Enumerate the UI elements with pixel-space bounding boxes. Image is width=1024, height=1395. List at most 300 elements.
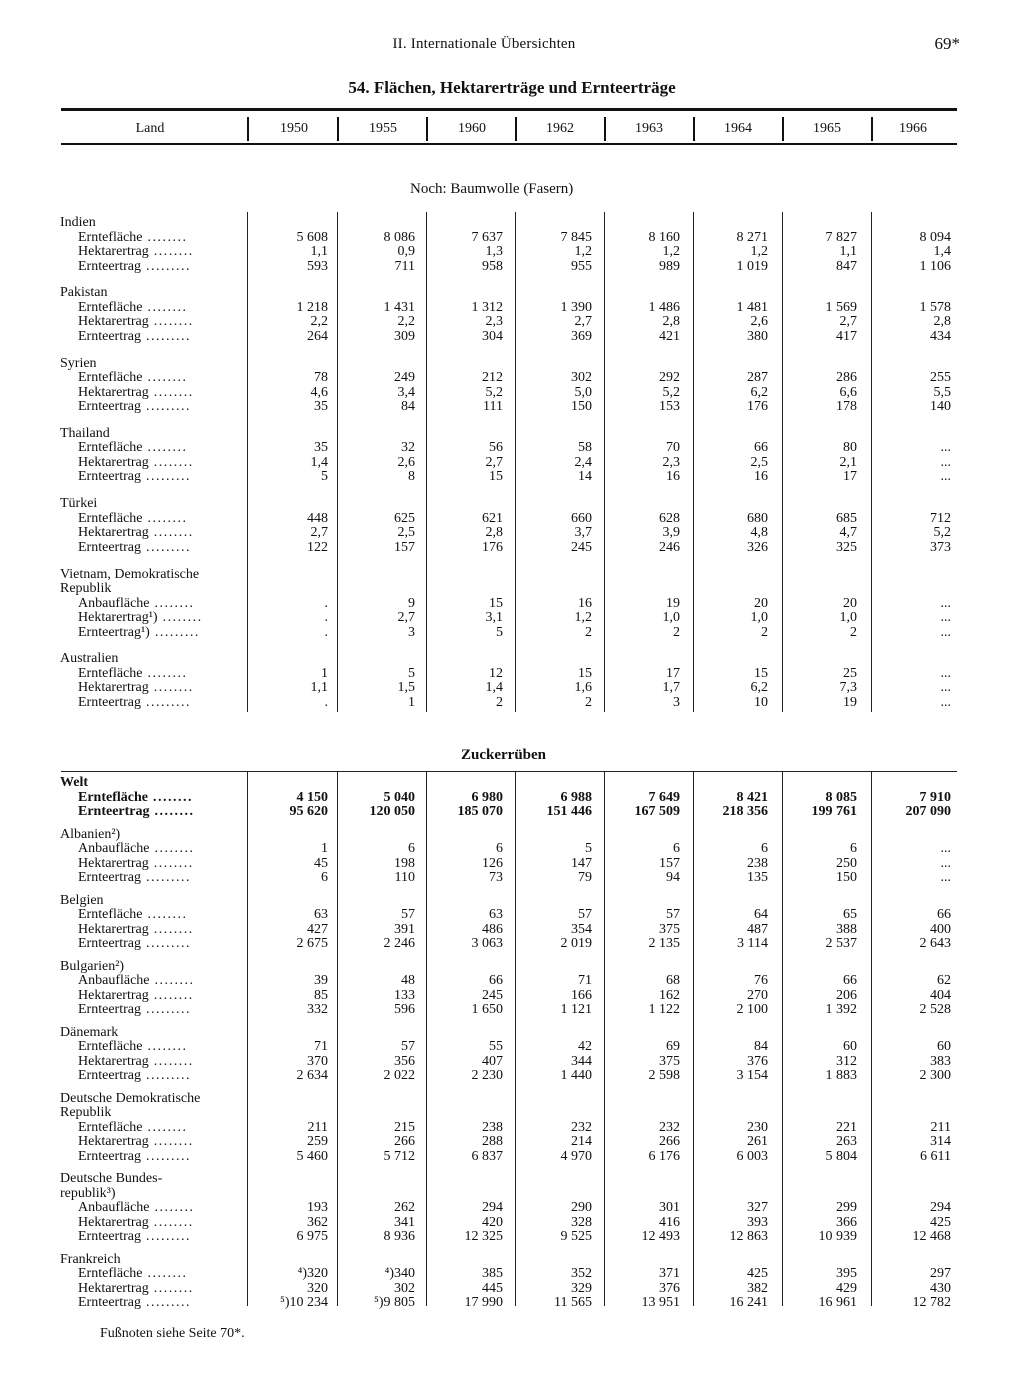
value-cell: 1,2 — [750, 244, 768, 259]
leader-dots: ........ — [142, 229, 188, 245]
value-cell: 416 — [659, 1214, 680, 1230]
value-cell: 2,5 — [750, 454, 768, 470]
leader-dots: ........ — [147, 789, 193, 805]
value-cell: 56 — [489, 440, 503, 456]
value-cell: 20 — [754, 595, 768, 611]
value-cell: 14 — [578, 469, 592, 485]
leader-dots: ......... — [140, 1295, 191, 1310]
row-label — [60, 231, 194, 246]
country-name: Dänemark — [60, 1024, 119, 1040]
row-label-text: Ernteertrag — [78, 328, 141, 344]
value-cell: . — [324, 595, 328, 611]
value-cell: 17 990 — [464, 1295, 503, 1310]
value-cell: 373 — [930, 539, 951, 555]
value-cell: 299 — [836, 1200, 857, 1215]
country-group — [60, 652, 194, 710]
value-cell: 286 — [836, 370, 857, 386]
value-cell: ... — [940, 469, 951, 485]
value-cell: 7 845 — [560, 229, 592, 245]
value-cell: 430 — [930, 1280, 951, 1296]
value-cell: 1 431 — [383, 299, 415, 315]
value-cell: 1 650 — [471, 1002, 503, 1017]
value-cell: 1 392 — [825, 1002, 857, 1017]
column-header-year: 1963 — [635, 121, 663, 136]
country-name: Republik — [60, 581, 112, 596]
value-cell: 376 — [747, 1053, 768, 1069]
value-cell: 1 440 — [560, 1068, 592, 1083]
value-cell: 212 — [482, 370, 503, 386]
value-cell: 628 — [659, 510, 680, 526]
country-group — [60, 1253, 194, 1311]
value-cell: 80 — [843, 440, 857, 456]
value-cell: 250 — [836, 855, 857, 871]
country-name: Australien — [60, 651, 119, 667]
country-name: Republik — [60, 1105, 112, 1120]
value-cell: 366 — [836, 1214, 857, 1230]
value-cell: 1 — [321, 665, 328, 681]
value-cell: 68 — [666, 973, 680, 988]
value-cell: 1,2 — [662, 244, 680, 259]
value-cell: 391 — [394, 921, 415, 937]
value-cell: 255 — [930, 370, 951, 386]
row-label — [60, 1069, 194, 1084]
value-cell: 2,2 — [397, 314, 415, 330]
leader-dots: ........ — [149, 804, 195, 819]
value-cell: 1 883 — [825, 1068, 857, 1083]
leader-dots: ........ — [148, 1053, 194, 1069]
value-cell: ⁴)320 — [297, 1266, 328, 1281]
value-cell: 15 — [578, 665, 592, 681]
value-cell: 95 620 — [289, 804, 328, 819]
leader-dots: ........ — [149, 1200, 195, 1215]
value-cell: 3 114 — [737, 936, 768, 951]
column-separator — [247, 117, 249, 141]
value-cell: 16 — [666, 469, 680, 485]
value-cell: 328 — [571, 1214, 592, 1230]
leader-dots: ........ — [142, 510, 188, 526]
value-cell: 62 — [937, 973, 951, 988]
value-cell: ⁵)10 234 — [279, 1295, 328, 1310]
value-cell: 8 160 — [648, 229, 680, 245]
leader-dots: ......... — [140, 870, 191, 885]
value-cell: 596 — [394, 1002, 415, 1017]
value-cell: 362 — [307, 1214, 328, 1230]
value-cell: 84 — [401, 399, 415, 415]
value-cell: 221 — [836, 1119, 857, 1135]
value-cell: 16 — [578, 595, 592, 611]
row-label-text: Hektarertrag — [78, 314, 149, 330]
row-label — [60, 245, 194, 260]
column-separator — [515, 117, 517, 141]
value-cell: 8 086 — [383, 229, 415, 245]
value-cell: 7,3 — [839, 680, 857, 696]
value-cell: 12 493 — [641, 1229, 680, 1244]
country-name: Deutsche Bundes- — [60, 1171, 163, 1186]
value-cell: 2 — [673, 624, 680, 640]
value-cell: 370 — [307, 1053, 328, 1069]
value-cell: 214 — [571, 1134, 592, 1149]
row-label-text: Erntefläche — [78, 370, 143, 386]
value-cell: 417 — [836, 328, 857, 344]
top-rule — [61, 108, 957, 111]
value-cell: 39 — [314, 973, 328, 988]
country-name: Indien — [60, 215, 96, 230]
value-cell: 1 578 — [919, 299, 951, 315]
value-cell: 383 — [930, 1053, 951, 1069]
value-cell: 6 975 — [296, 1229, 328, 1244]
value-cell: 12 325 — [464, 1229, 503, 1244]
value-cell: 329 — [571, 1280, 592, 1296]
value-cell: 5,5 — [933, 384, 951, 400]
value-cell: 711 — [394, 258, 415, 274]
value-cell: 78 — [314, 370, 328, 386]
row-label — [60, 1282, 194, 1297]
row-label-text: Ernteertrag¹) — [78, 624, 150, 640]
value-cell: 2 019 — [560, 936, 592, 951]
value-cell: 71 — [314, 1039, 328, 1054]
value-cell: 120 050 — [369, 804, 415, 819]
value-cell: 238 — [482, 1119, 503, 1135]
value-cell: 304 — [482, 328, 503, 344]
value-cell: 1,1 — [310, 244, 328, 259]
row-label-text: Hektarertrag — [78, 921, 149, 937]
row-label — [60, 541, 194, 556]
value-cell: 12 — [489, 665, 503, 681]
leader-dots: ........ — [148, 384, 194, 400]
value-cell: 110 — [394, 870, 415, 885]
row-label-text: Hektarertrag — [78, 1134, 149, 1149]
column-separator — [337, 117, 339, 141]
value-cell: 1,7 — [662, 680, 680, 696]
value-cell: 5 608 — [296, 229, 328, 245]
leader-dots: ........ — [142, 1119, 188, 1135]
value-cell: 35 — [314, 440, 328, 456]
country-group — [60, 427, 194, 485]
row-label-text: Erntefläche — [78, 440, 143, 456]
country-name: Albanien²) — [60, 826, 121, 842]
value-cell: 3 — [408, 624, 415, 640]
value-cell: 2,3 — [662, 454, 680, 470]
value-cell: 198 — [394, 855, 415, 871]
row-label — [60, 371, 194, 386]
value-cell: 448 — [307, 510, 328, 526]
value-cell: 215 — [394, 1119, 415, 1135]
value-cell: 65 — [843, 907, 857, 922]
value-cell: 79 — [578, 870, 592, 885]
value-cell: 218 356 — [722, 804, 768, 819]
row-label — [60, 937, 194, 952]
value-cell: ... — [940, 694, 951, 710]
value-cell: 5 460 — [296, 1148, 328, 1164]
value-cell: 8 085 — [825, 789, 857, 805]
value-cell: 297 — [930, 1266, 951, 1281]
value-cell: 85 — [314, 987, 328, 1003]
value-cell: 19 — [843, 694, 857, 710]
leader-dots: ......... — [140, 1148, 191, 1164]
value-cell: 2,8 — [662, 314, 680, 330]
value-cell: 6 — [850, 841, 857, 856]
row-label-text: Anbaufläche — [78, 595, 150, 611]
value-cell: 2 — [585, 624, 592, 640]
value-cell: ... — [940, 610, 951, 625]
value-cell: 57 — [666, 907, 680, 922]
value-cell: 6 003 — [736, 1148, 768, 1164]
row-label-text: Anbaufläche — [78, 841, 150, 856]
value-cell: 245 — [571, 539, 592, 555]
value-cell: 287 — [747, 370, 768, 386]
row-label — [60, 386, 194, 401]
value-cell: 486 — [482, 921, 503, 937]
country-name: Belgien — [60, 892, 104, 908]
country-name: Thailand — [60, 425, 110, 441]
value-cell: 375 — [659, 921, 680, 937]
value-cell: 407 — [482, 1053, 503, 1069]
row-label — [60, 512, 194, 527]
row-label-text: Hektarertrag — [78, 680, 149, 696]
table-title: 54. Flächen, Hektarerträge und Ernteerträge — [348, 78, 676, 97]
value-cell: 5 040 — [383, 789, 415, 805]
value-cell: 369 — [571, 328, 592, 344]
value-cell: 15 — [489, 595, 503, 611]
value-cell: 17 — [666, 665, 680, 681]
value-cell: 2 — [585, 694, 592, 710]
value-cell: 3,9 — [662, 525, 680, 541]
leader-dots: ......... — [140, 328, 191, 344]
value-cell: 60 — [937, 1039, 951, 1054]
value-cell: 1,5 — [397, 680, 415, 696]
value-cell: 371 — [659, 1266, 680, 1281]
row-label — [60, 805, 195, 820]
row-label-text: Ernteertrag — [78, 1229, 141, 1244]
value-cell: 9 525 — [560, 1229, 592, 1244]
value-cell: 270 — [747, 987, 768, 1003]
row-label — [60, 626, 203, 641]
value-cell: 2,7 — [574, 314, 592, 330]
row-label-text: Ernteertrag — [78, 936, 141, 951]
value-cell: 3,4 — [397, 384, 415, 400]
value-cell: 185 070 — [457, 804, 503, 819]
leader-dots: ......... — [140, 399, 191, 415]
value-cell: 57 — [401, 907, 415, 922]
country-group — [60, 1026, 194, 1084]
country-group — [60, 568, 203, 641]
value-cell: 13 951 — [641, 1295, 680, 1310]
value-cell: 207 090 — [905, 804, 951, 819]
value-cell: 395 — [836, 1266, 857, 1281]
value-cell: 5 — [321, 469, 328, 485]
leader-dots: ......... — [140, 1229, 191, 1244]
value-cell: 5,2 — [933, 525, 951, 541]
country-name: Welt — [60, 775, 88, 790]
value-cell: 302 — [394, 1280, 415, 1296]
value-cell: 0,9 — [397, 244, 415, 259]
value-cell: 70 — [666, 440, 680, 456]
value-cell: 176 — [747, 399, 768, 415]
value-cell: 1,0 — [662, 610, 680, 625]
value-cell: 5 804 — [825, 1148, 857, 1164]
section-header: II. Internationale Übersichten — [392, 36, 576, 52]
value-cell: 2,7 — [397, 610, 415, 625]
value-cell: 5 — [496, 624, 503, 640]
value-cell: 380 — [747, 328, 768, 344]
value-cell: 17 — [843, 469, 857, 485]
value-cell: ... — [940, 870, 951, 885]
leader-dots: ........ — [142, 1039, 188, 1054]
value-cell: ... — [940, 841, 951, 856]
country-group — [60, 1172, 195, 1245]
leader-dots: ........ — [142, 1266, 188, 1281]
value-cell: 157 — [659, 855, 680, 871]
country-name: Türkei — [60, 496, 98, 512]
value-cell: 6 — [408, 841, 415, 856]
value-cell: 1 390 — [560, 299, 592, 315]
value-cell: 153 — [659, 399, 680, 415]
value-cell: 292 — [659, 370, 680, 386]
row-label-text: Hektarertrag — [78, 987, 149, 1003]
row-label-text: Hektarertrag — [78, 384, 149, 400]
country-group — [60, 960, 195, 1018]
value-cell: 140 — [930, 399, 951, 415]
value-cell: 3,1 — [485, 610, 503, 625]
value-cell: 385 — [482, 1266, 503, 1281]
value-cell: 261 — [747, 1134, 768, 1149]
value-cell: 206 — [836, 987, 857, 1003]
value-cell: 3 063 — [471, 936, 503, 951]
row-label — [60, 1296, 194, 1311]
country-group — [60, 357, 194, 415]
column-header-year: 1962 — [546, 121, 574, 136]
row-label — [60, 667, 194, 682]
value-cell: 6,6 — [839, 384, 857, 400]
value-cell: 621 — [482, 510, 503, 526]
value-cell: 487 — [747, 921, 768, 937]
value-cell: 2 598 — [648, 1068, 680, 1083]
row-label — [60, 1267, 194, 1282]
value-cell: 325 — [836, 539, 857, 555]
value-cell: 64 — [754, 907, 768, 922]
value-cell: 288 — [482, 1134, 503, 1149]
value-cell: 6 176 — [648, 1148, 680, 1164]
value-cell: 12 782 — [912, 1295, 951, 1310]
value-cell: 3 — [673, 694, 680, 710]
value-cell: 327 — [747, 1200, 768, 1215]
value-cell: 3,7 — [574, 525, 592, 541]
value-cell: 2 230 — [471, 1068, 503, 1083]
value-cell: 2 — [496, 694, 503, 710]
value-cell: 6 — [673, 841, 680, 856]
value-cell: 1 — [321, 841, 328, 856]
value-cell: 10 939 — [818, 1229, 857, 1244]
row-label — [60, 400, 194, 415]
row-label — [60, 842, 195, 857]
value-cell: 1 122 — [648, 1002, 680, 1017]
value-cell: 4,7 — [839, 525, 857, 541]
value-cell: 1 218 — [296, 299, 328, 315]
row-label — [60, 315, 194, 330]
value-cell: ... — [940, 855, 951, 871]
leader-dots: ........ — [148, 921, 194, 937]
value-cell: 2 537 — [825, 936, 857, 951]
leader-dots: ........ — [142, 665, 188, 681]
value-cell: 404 — [930, 987, 951, 1003]
value-cell: 4,6 — [310, 384, 328, 400]
leader-dots: ......... — [140, 1068, 191, 1083]
leader-dots: ......... — [140, 936, 191, 951]
value-cell: 955 — [571, 258, 592, 274]
row-label-text: Erntefläche — [78, 1119, 143, 1135]
column-header-land: Land — [135, 121, 165, 136]
value-cell: 847 — [836, 258, 857, 274]
value-cell: 1,4 — [310, 454, 328, 470]
country-group — [60, 828, 195, 886]
row-label — [60, 1003, 195, 1018]
row-label — [60, 681, 194, 696]
value-cell: 58 — [578, 440, 592, 456]
value-cell: ⁵)9 805 — [373, 1295, 415, 1310]
value-cell: 2,7 — [485, 454, 503, 470]
value-cell: ... — [940, 680, 951, 696]
value-cell: 1 — [408, 694, 415, 710]
header-rule — [61, 143, 957, 145]
value-cell: 94 — [666, 870, 680, 885]
leader-dots: ........ — [149, 595, 195, 611]
value-cell: 232 — [659, 1119, 680, 1135]
leader-dots: ........ — [148, 244, 194, 259]
value-cell: 5,2 — [662, 384, 680, 400]
value-cell: 211 — [930, 1119, 951, 1135]
value-cell: 344 — [571, 1053, 592, 1069]
country-group — [60, 497, 194, 555]
value-cell: 211 — [307, 1119, 328, 1135]
value-cell: 427 — [307, 921, 328, 937]
row-label-text: Ernteertrag — [78, 1068, 141, 1083]
value-cell: 150 — [836, 870, 857, 885]
row-label-text: Hektarertrag — [78, 454, 149, 470]
value-cell: 69 — [666, 1039, 680, 1054]
row-label — [60, 441, 194, 456]
value-cell: 6 — [321, 870, 328, 885]
value-cell: 66 — [937, 907, 951, 922]
value-cell: 4,8 — [750, 525, 768, 541]
value-cell: 66 — [754, 440, 768, 456]
value-cell: 1,0 — [839, 610, 857, 625]
value-cell: 6 — [496, 841, 503, 856]
leader-dots: ......... — [140, 1002, 191, 1017]
row-label-text: Ernteertrag — [78, 469, 141, 485]
leader-dots: ........ — [142, 907, 188, 922]
value-cell: 7 637 — [471, 229, 503, 245]
value-cell: 262 — [394, 1200, 415, 1215]
row-label-text: Erntefläche — [78, 665, 143, 681]
country-group — [60, 286, 194, 344]
value-cell: 1,0 — [750, 610, 768, 625]
value-cell: 32 — [401, 440, 415, 456]
value-cell: 593 — [307, 258, 328, 274]
country-name: Bulgarien²) — [60, 958, 125, 974]
row-label — [60, 260, 194, 275]
value-cell: 400 — [930, 921, 951, 937]
value-cell: 1,1 — [310, 680, 328, 696]
value-cell: 16 241 — [729, 1295, 768, 1310]
row-label — [60, 908, 194, 923]
value-cell: 2,7 — [839, 314, 857, 330]
value-cell: 7 827 — [825, 229, 857, 245]
value-cell: 35 — [314, 399, 328, 415]
leader-dots: ......... — [140, 469, 191, 485]
column-header-year: 1965 — [813, 121, 841, 136]
value-cell: 1 106 — [919, 258, 951, 274]
value-cell: 2,4 — [574, 454, 592, 470]
